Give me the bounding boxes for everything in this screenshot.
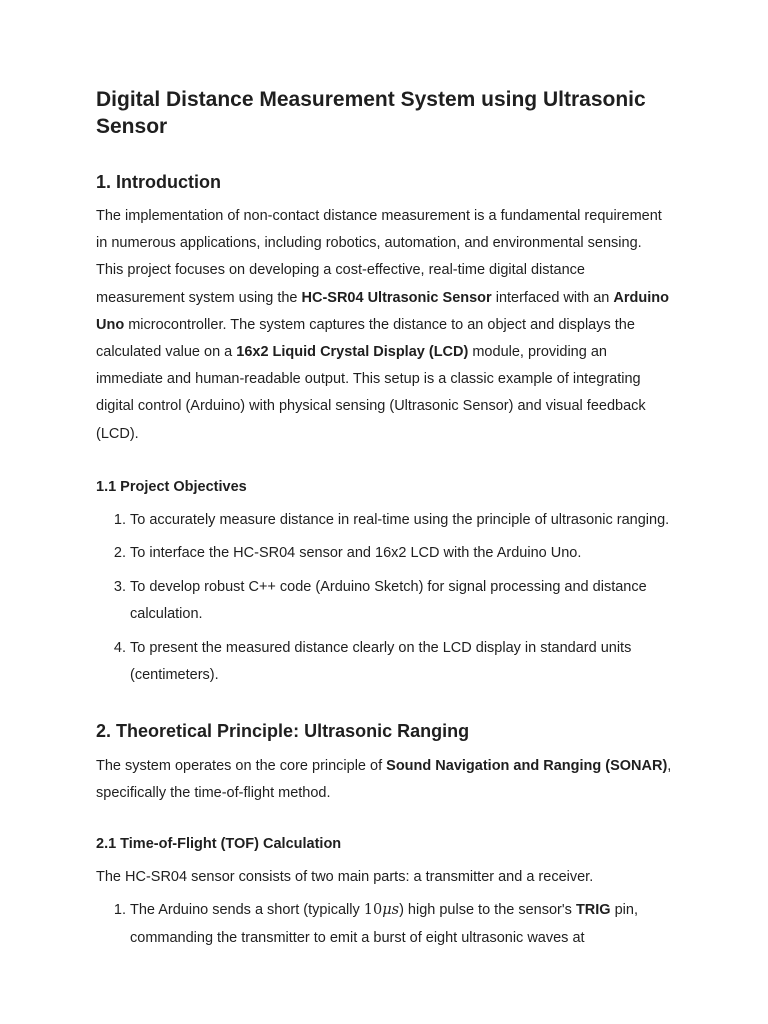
document-title: Digital Distance Measurement System using Ultrasonic Sensor [96, 88, 646, 138]
sonar-paragraph: The system operates on the core principle of Sound Navigation and Ranging (SONAR), specifically the time-of-flight method. [96, 757, 672, 802]
list-item: 2. To interface the HC-SR04 sensor and 16x2 LCD with the Arduino Uno. [130, 540, 672, 568]
sensor-parts-paragraph: The HC-SR04 sensor consists of two main parts: a transmitter and a receiver. [96, 869, 594, 886]
arduino-uno-bold: Arduino Uno [96, 289, 669, 333]
trig-bold: TRIG [575, 902, 611, 919]
section-introduction-heading: 1. Introduction [96, 172, 221, 192]
section-theoretical-principle-heading: 2. Theoretical Principle: Ultrasonic Ranging [96, 720, 470, 741]
pulse-duration-math: 10μs [363, 902, 400, 919]
hc-sr04-bold: HC-SR04 Ultrasonic Sensor [301, 289, 492, 306]
sonar-bold: Sound Navigation and Ranging (SONAR) [386, 757, 668, 774]
list-item: 1. To accurately measure distance in real-time using the principle of ultrasonic ranging. [130, 507, 672, 535]
tof-steps-list [96, 897, 672, 952]
list-item: 3. To develop robust C++ code (Arduino Sketch) for signal processing and distance calculation. [130, 574, 672, 629]
list-item: 1. The Arduino sends a short (typically 10μs) high pulse to the sensor's TRIG pin, commanding the transmitter to emit a burst of eight ultrasonic waves at [130, 897, 672, 952]
project-objectives-heading: 1.1 Project Objectives [96, 478, 247, 495]
tof-calculation-heading: 2.1 Time-of-Flight (TOF) Calculation [96, 836, 342, 853]
lcd-bold: 16x2 Liquid Crystal Display (LCD) [236, 344, 469, 361]
introduction-paragraph: The implementation of non-contact distance measurement is a fundamental requirement in numerous applications, including robotics, automation, and environmental sensing. This project focuses on developing a cost-effective, real-time digital distance measurement system using the HC-SR04 Ultrasonic Sensor interfaced with an Arduino Uno microcontroller. The system captures the distance to an object and displays the calculated value on a 16x2 Liquid Crystal Display (LCD) module, providing an immediate and human-readable output. This setup is a classic example of integrating digital control (Arduino) with physical sensing (Ultrasonic Sensor) and visual feedback (LCD). [96, 208, 669, 442]
objectives-list [96, 507, 672, 690]
list-item: 4. To present the measured distance clearly on the LCD display in standard units (centimeters). [130, 635, 672, 690]
